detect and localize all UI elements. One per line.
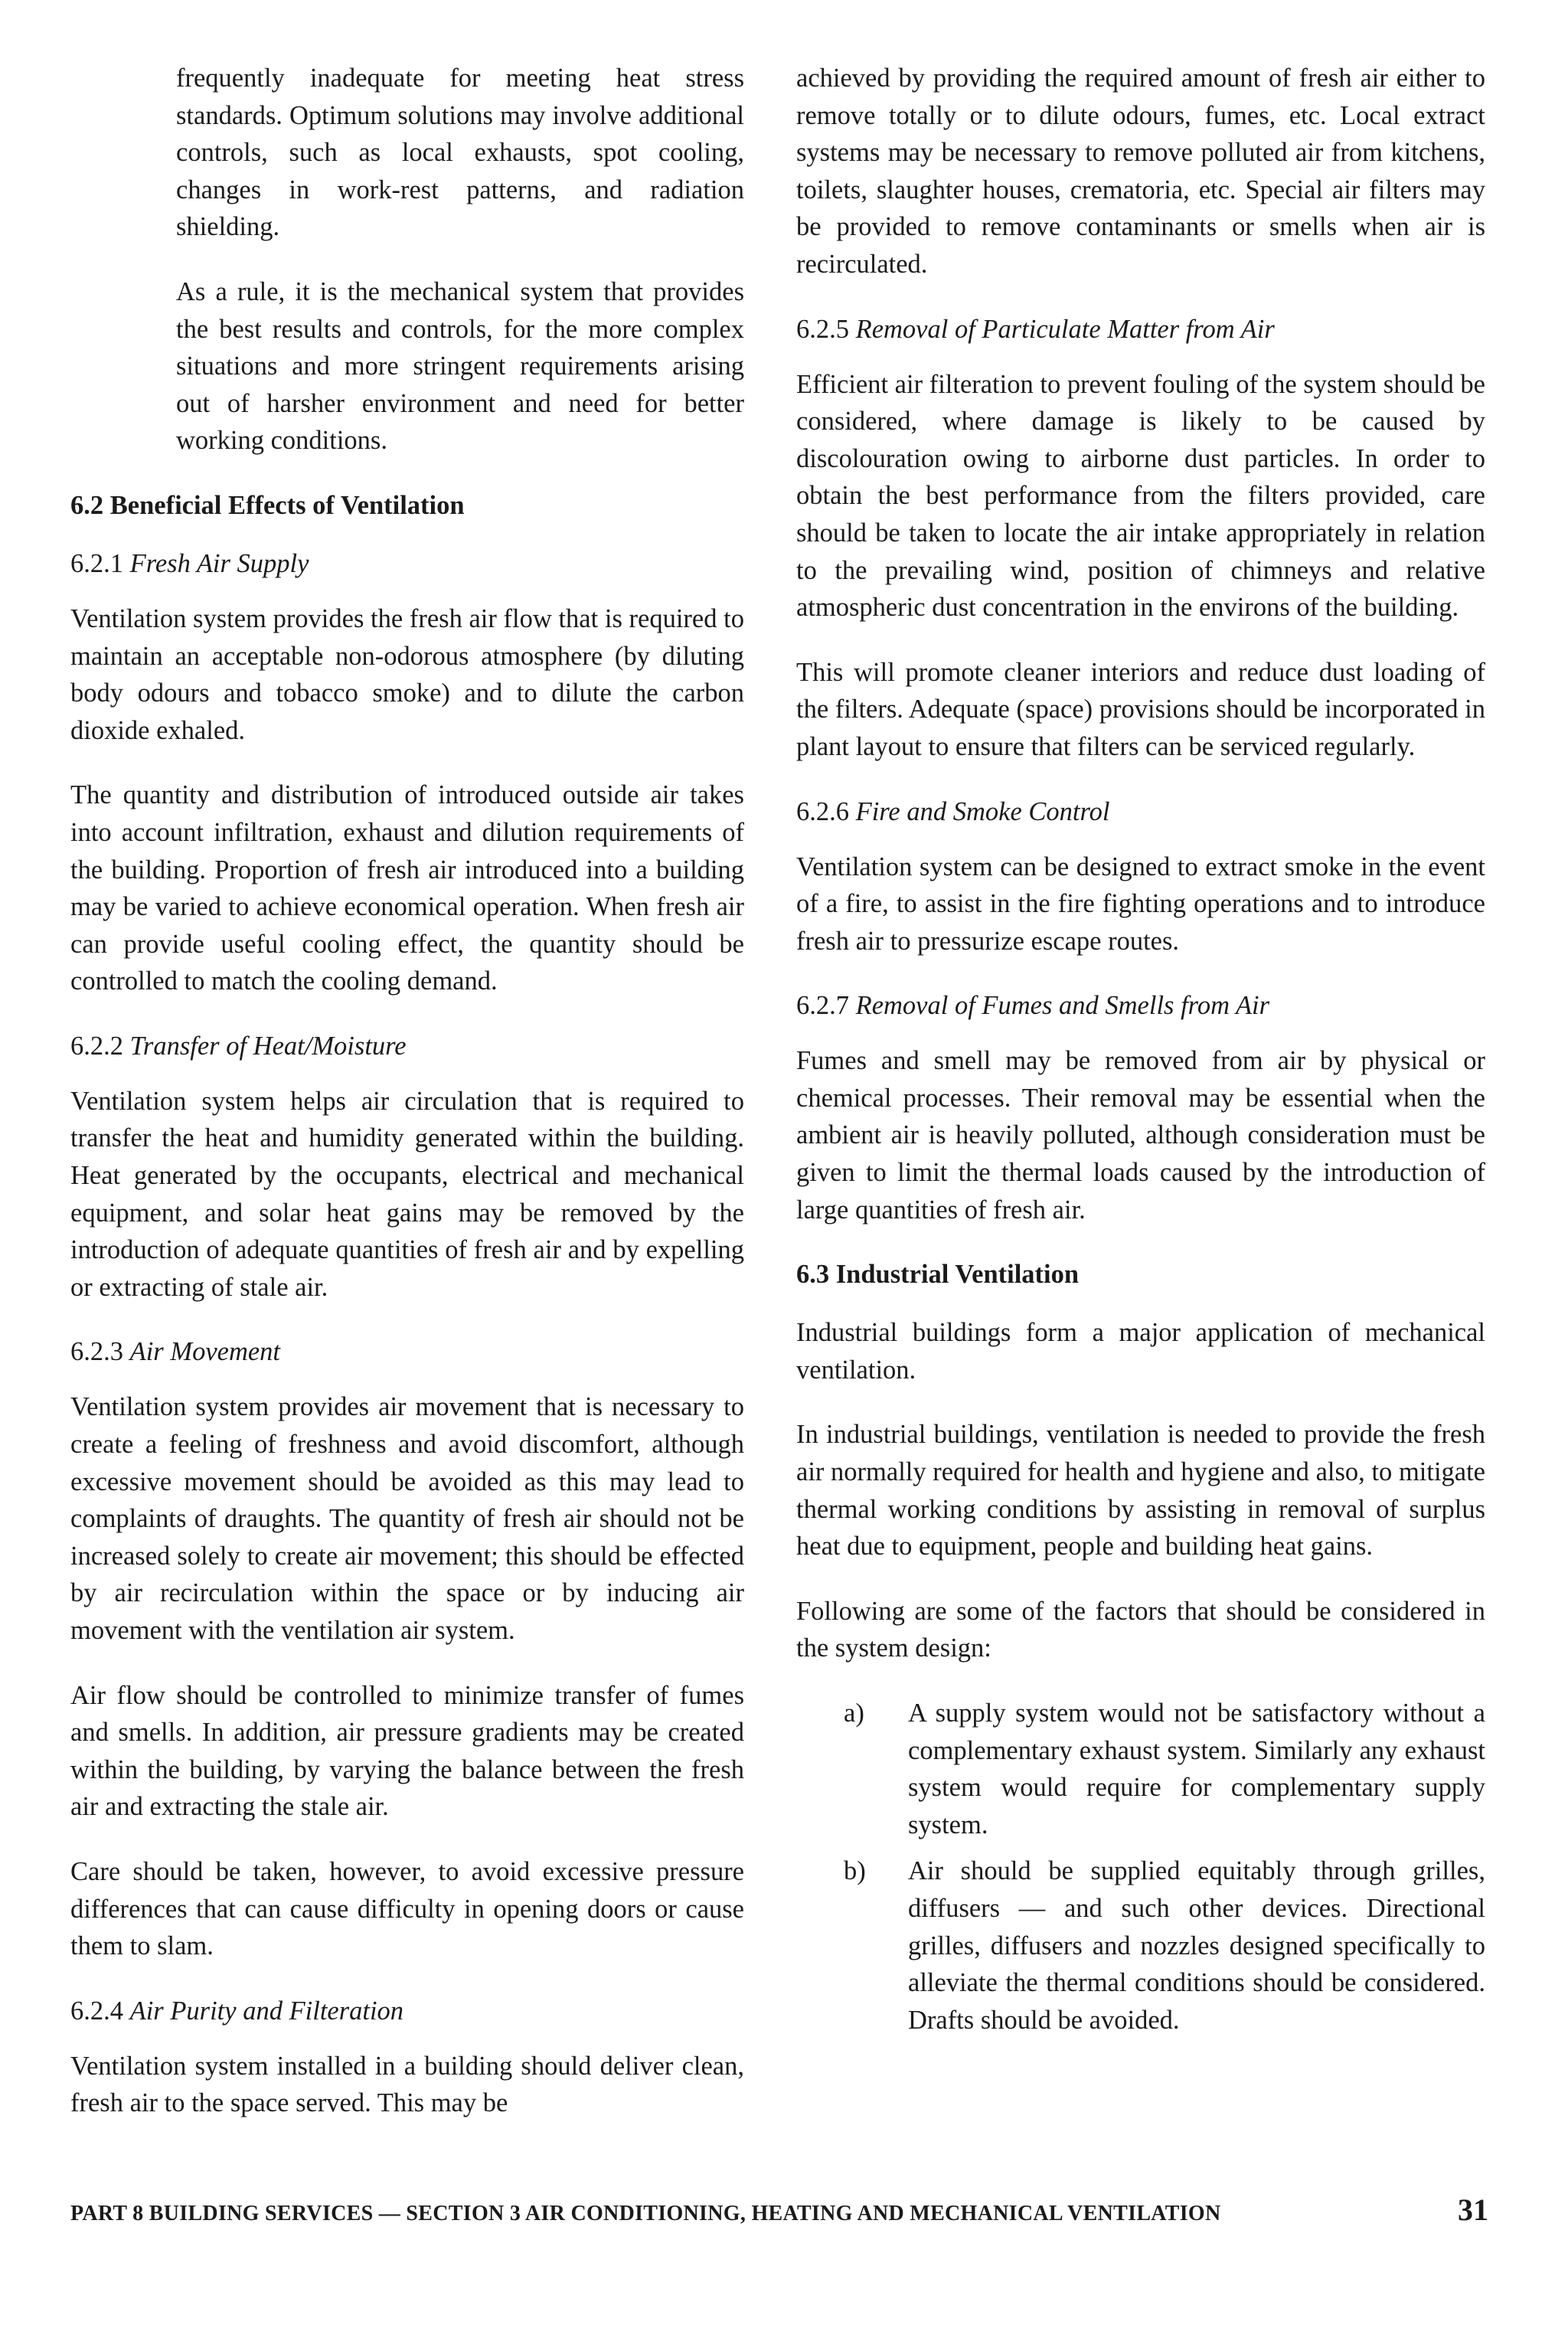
subsection-title: Air Movement — [129, 1337, 281, 1367]
subsection-heading-6-2-5 — [796, 311, 1485, 348]
subsection-title: Fire and Smoke Control — [855, 796, 1110, 826]
paragraph: Ventilation system provides air movement that is necessary to create a feeling of freshness and avoid discomfort, although excessive movement should be avoided as this may lead to complaints of draughts. The quantity of fresh air should not be increased solely to create air movement; this should be effected by air recirculation within the space or by inducing air movement with the ventilation air system. — [70, 1392, 744, 1645]
subsection-heading-6-2-4 — [70, 1993, 744, 2029]
subsection-number: 6.2.6 — [796, 796, 849, 826]
page-number: 31 — [1458, 2192, 1488, 2227]
paragraph: Care should be taken, however, to avoid excessive pressure differences that can cause difficulty in opening doors or cause them to slam. — [70, 1856, 744, 1961]
paragraph: As a rule, it is the mechanical system that provides the best results and controls, for the more complex situations and more stringent requirements arising out of harsher environment and need for better working conditions. — [176, 276, 744, 456]
paragraph: Air flow should be controlled to minimize transfer of fumes and smells. In addition, air pressure gradients may be created within the building, by varying the balance between the fresh air and extracting the stale air. — [70, 1680, 744, 1822]
section-heading-6-3: 6.3 Industrial Ventilation — [796, 1260, 1080, 1290]
subsection-heading-6-2-1 — [70, 545, 744, 582]
subsection-heading-6-2-3 — [70, 1333, 744, 1370]
subsection-heading-6-2-2 — [70, 1028, 744, 1064]
list-marker: b) — [844, 1856, 866, 1886]
page-footer — [70, 2192, 1488, 2228]
paragraph: Ventilation system can be designed to extract smoke in the event of a fire, to assist in the fire fighting operations and to introduce fresh air to pressurize escape routes. — [796, 852, 1485, 956]
list-marker: a) — [844, 1699, 864, 1728]
subsection-heading-6-2-6 — [796, 793, 1485, 830]
subsection-title: Air Purity and Filteration — [129, 1996, 404, 2026]
paragraph: Efficient air filteration to prevent fouling of the system should be considered, where damage is likely to be caused by discolouration owing to airborne dust particles. In order to obtain the best performance from the filters provided, care should be taken to locate the air intake appropriately in relation to the prevailing wind, position of chimneys and relative atmospheric dust concentration in the environs of the building. — [796, 369, 1485, 623]
list-item — [796, 1695, 1485, 1843]
paragraph: Following are some of the factors that should be considered in the system design: — [796, 1596, 1485, 1663]
right-column — [796, 60, 1485, 2048]
subsection-number: 6.2.2 — [70, 1031, 123, 1061]
list-item — [796, 1852, 1485, 2039]
paragraph: The quantity and distribution of introduced outside air takes into account infiltration, exhaust and dilution requirements of the building. Proportion of fresh air introduced into a building may be varied to achieve economical operation. When fresh air can provide useful cooling effect, the quantity should be controlled to match the cooling demand. — [70, 780, 744, 996]
subsection-number: 6.2.5 — [796, 314, 849, 344]
subsection-heading-6-2-7 — [796, 987, 1485, 1024]
subsection-number: 6.2.7 — [796, 991, 849, 1021]
paragraph: Ventilation system provides the fresh air flow that is required to maintain an acceptable non-odorous atmosphere (by diluting body odours and tobacco smoke) and to dilute the carbon dioxide exhaled. — [70, 603, 744, 745]
subsection-title: Transfer of Heat/Moisture — [129, 1031, 407, 1061]
subsection-number: 6.2.3 — [70, 1337, 123, 1367]
paragraph: frequently inadequate for meeting heat stress standards. Optimum solutions may involve additional controls, such as local exhausts, spot cooling, changes in work-rest patterns, and radiation shielding. — [176, 64, 744, 242]
paragraph: achieved by providing the required amount of fresh air either to remove totally or to dilute odours, fumes, etc. Local extract systems may be necessary to remove polluted air from kitchens, toilets, slaughter houses, crematoria, etc. Special air filters may be provided to remove contaminants or smells when air is recirculated. — [796, 64, 1485, 279]
paragraph: Ventilation system helps air circulation that is required to transfer the heat and humidity generated within the building. Heat generated by the occupants, electrical and mechanical equipment, and solar heat gains may be removed by the introduction of adequate quantities of fresh air and by expelling or extracting of stale air. — [70, 1086, 744, 1302]
section-heading-6-2: 6.2 Beneficial Effects of Ventilation — [70, 490, 465, 520]
paragraph: In industrial buildings, ventilation is needed to provide the fresh air normally required for health and hygiene and also, to mitigate thermal working conditions by assisting in removal of surplus heat due to equipment, people and building heat gains. — [796, 1420, 1485, 1561]
subsection-number: 6.2.1 — [70, 548, 123, 578]
subsection-number: 6.2.4 — [70, 1996, 123, 2026]
paragraph: Fumes and smell may be removed from air by physical or chemical processes. Their removal may be essential when the ambient air is heavily polluted, although consideration must be given to limit the thermal loads caused by the introduction of large quantities of fresh air. — [796, 1046, 1485, 1225]
list-text: Air should be supplied equitably through grilles, diffusers — and such other devices. Directional grilles, diffusers and nozzles designed specifically to alleviate the thermal conditions should be considered. Drafts should be avoided. — [908, 1856, 1485, 2035]
list-text: A supply system would not be satisfactory without a complementary exhaust system. Similarly any exhaust system would require for complementary supply system. — [908, 1699, 1485, 1839]
paragraph: Ventilation system installed in a building should deliver clean, fresh air to the space served. This may be — [70, 2051, 744, 2118]
paragraph: This will promote cleaner interiors and reduce dust loading of the filters. Adequate (space) provisions should be incorporated in plant layout to ensure that filters can be serviced regularly. — [796, 657, 1485, 761]
left-column — [70, 60, 744, 2150]
footer-text: PART 8 BUILDING SERVICES — SECTION 3 AIR CONDITIONING, HEATING AND MECHANICAL VENTILATION — [70, 2202, 1221, 2225]
subsection-title: Fresh Air Supply — [129, 548, 309, 578]
subsection-title: Removal of Fumes and Smells from Air — [855, 991, 1270, 1021]
subsection-title: Removal of Particulate Matter from Air — [855, 314, 1275, 344]
paragraph: Industrial buildings form a major application of mechanical ventilation. — [796, 1318, 1485, 1385]
